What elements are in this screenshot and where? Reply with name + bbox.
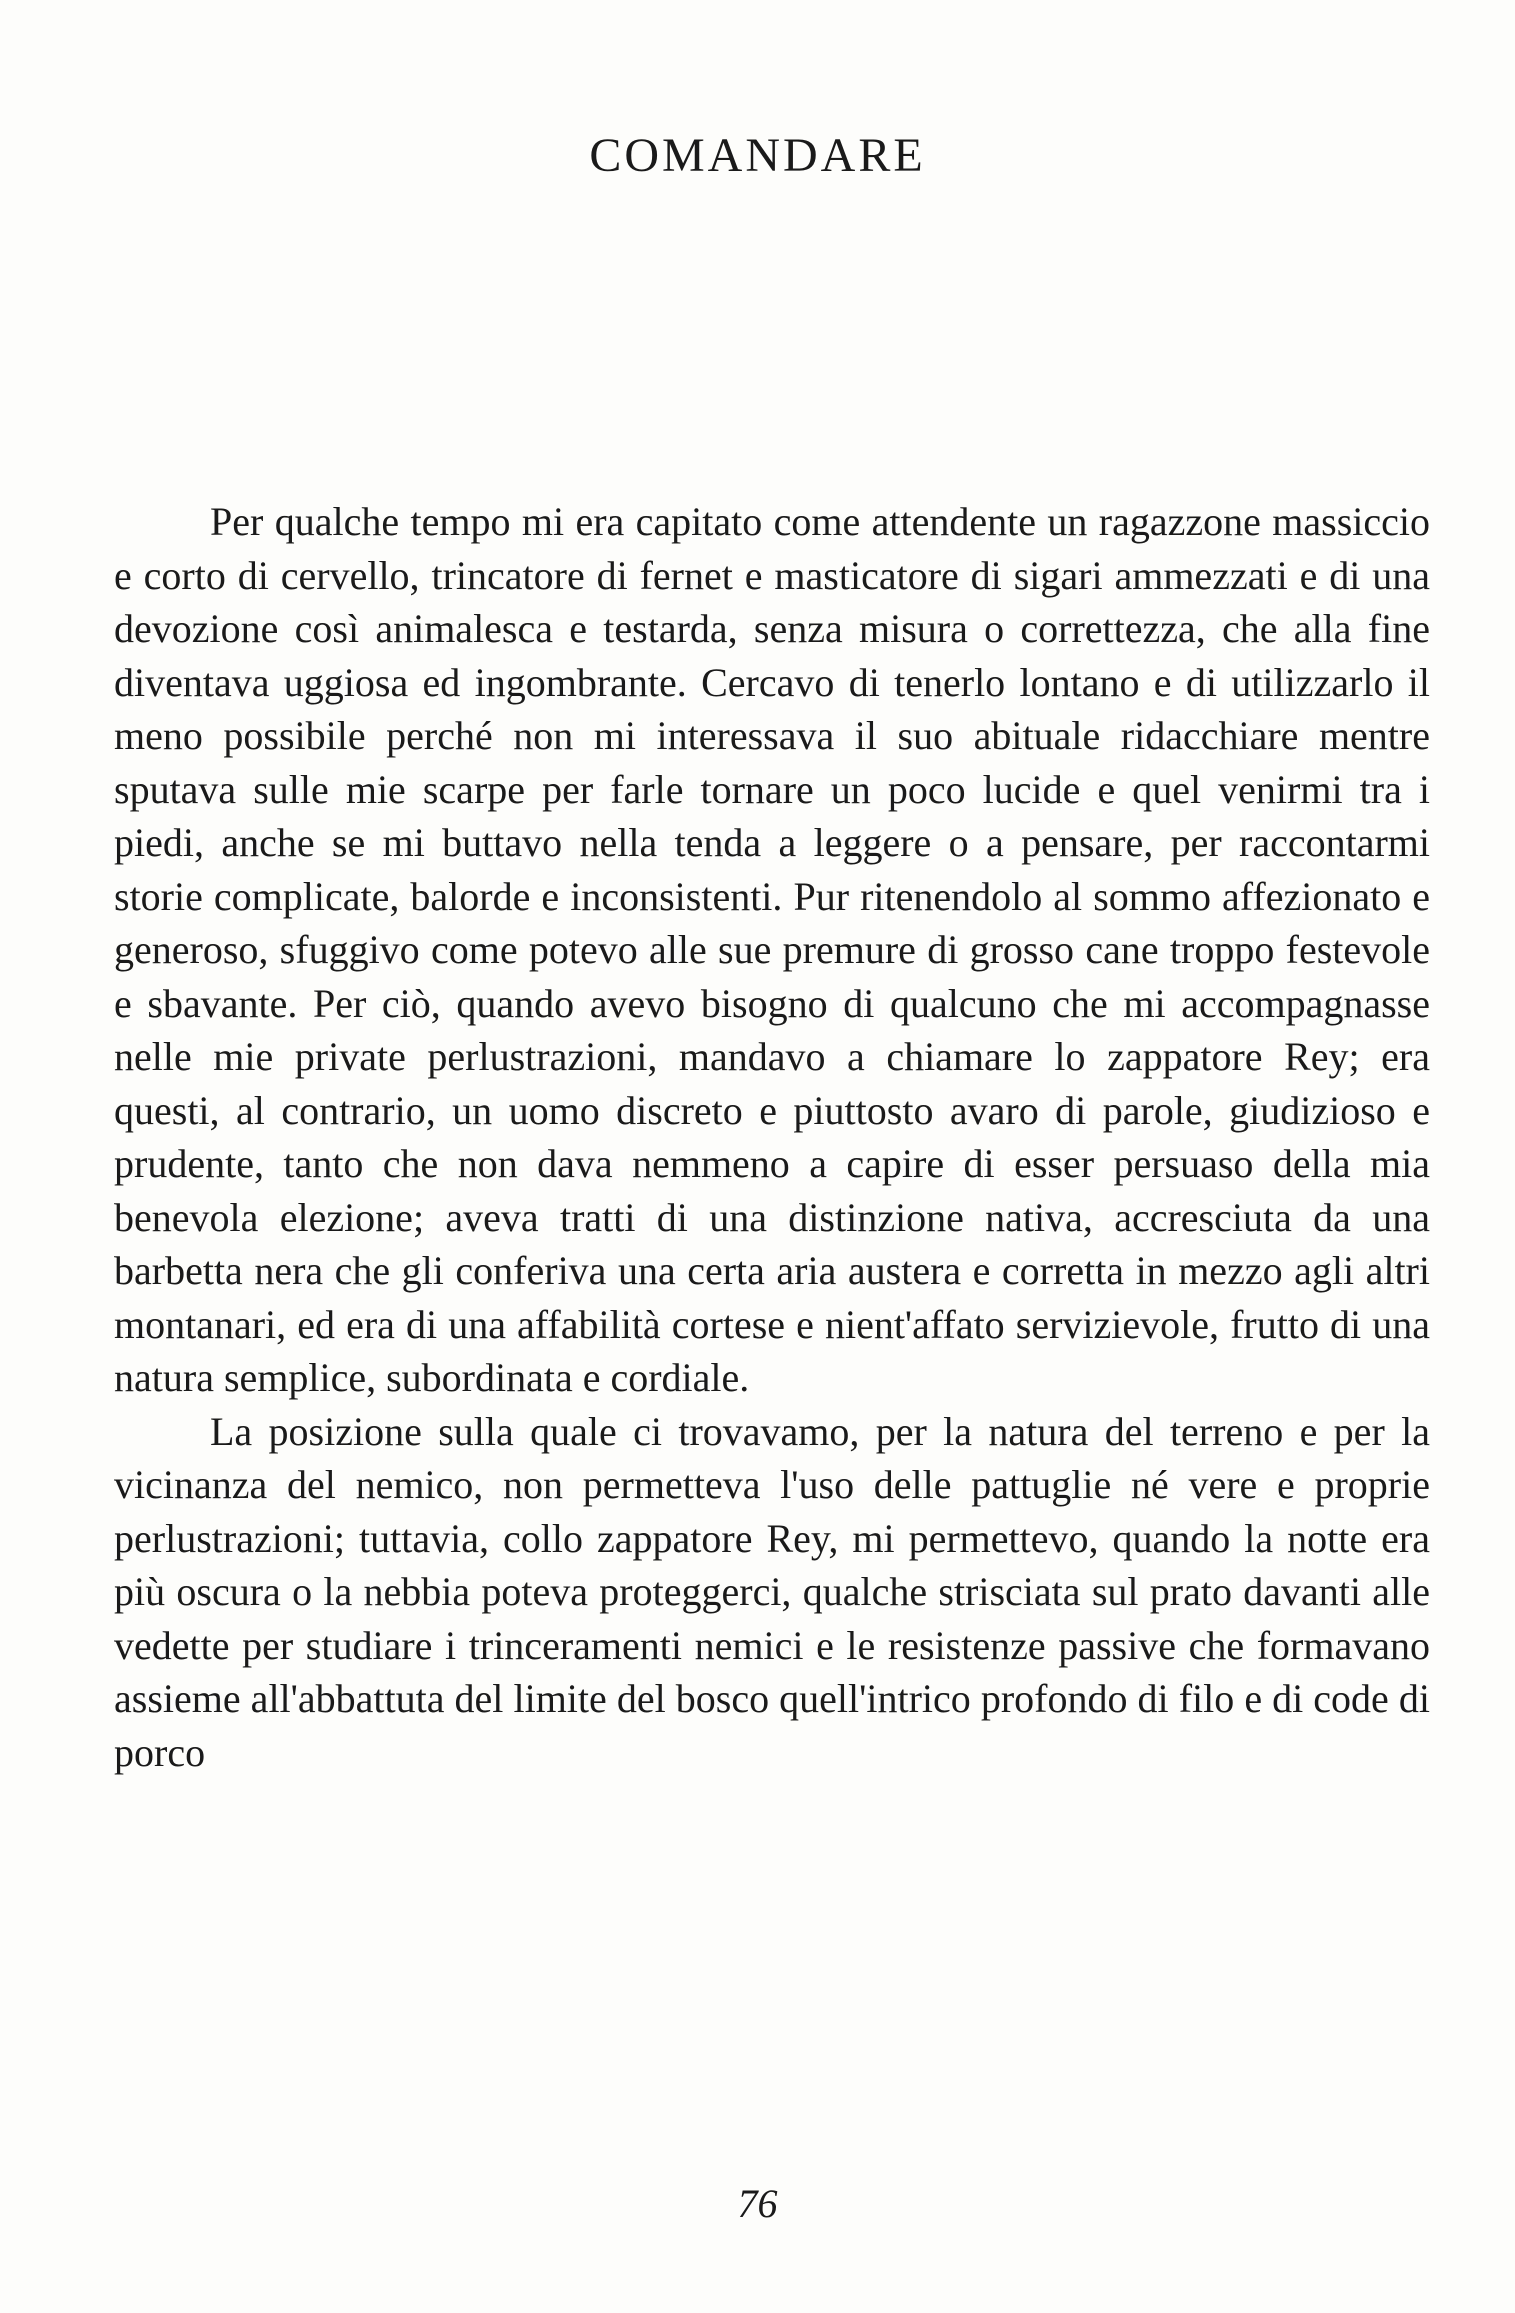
chapter-title: COMANDARE (589, 129, 926, 182)
page-number: 76 (737, 2181, 778, 2226)
body-text (114, 495, 1430, 1779)
paragraph-1: Per qualche tempo mi era capitato come attendente un ragazzone massiccio e corto di cervello, trincatore di fernet e masticatore di sigari ammezzati e di una devozione così animalesca e testarda, senza misura o correttezza, che alla fine diventava uggiosa ed ingombrante. Cercavo di tenerlo lontano e di utilizzarlo il meno possibile perché non mi interessava il suo abituale ridacchiare mentre sputava sulle mie scarpe per farle tornare un poco lucide e quel venirmi tra i piedi, anche se mi buttavo nella tenda a leggere o a pensare, per raccontarmi storie complicate, balorde e inconsistenti. Pur ritenendolo al sommo affezionato e generoso, sfuggivo come potevo alle sue premure di grosso cane troppo festevole e sbavante. Per ciò, quando avevo bisogno di qualcuno che mi accompagnasse nelle mie private perlustrazioni, mandavo a chiamare lo zappatore Rey; era questi, al contrario, un uomo discreto e piuttosto avaro di parole, giudizioso e prudente, tanto che non dava nemmeno a capire di esser persuaso della mia benevola elezione; aveva tratti di una distinzione nativa, accresciuta da una barbetta nera che gli conferiva una certa aria austera e corretta in mezzo agli altri montanari, ed era di una affabilità cortese e nient'affato servizievole, frutto di una natura semplice, subordinata e cordiale. (114, 499, 1430, 1400)
paragraph-2: La posizione sulla quale ci trovavamo, per la natura del terreno e per la vicinanza del nemico, non permetteva l'uso delle pattuglie né vere e proprie perlustrazioni; tuttavia, collo zappatore Rey, mi permettevo, quando la notte era più oscura o la nebbia poteva proteggerci, qualche strisciata sul prato davanti alle vedette per studiare i trinceramenti nemici e le resistenze passive che formavano assieme all'abbattuta del limite del bosco quell'intrico profondo di filo e di code di porco (114, 1408, 1430, 1775)
